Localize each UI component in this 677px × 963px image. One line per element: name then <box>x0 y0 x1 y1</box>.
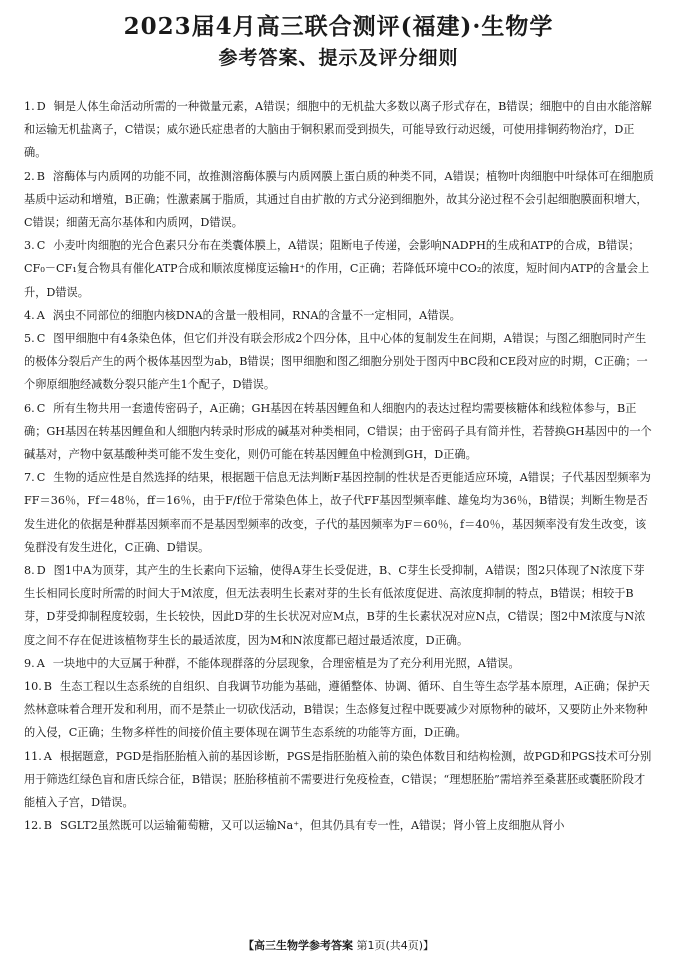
item-explanation: 生态工程以生态系统的自组织、自我调节功能为基础，遵循整体、协调、循环、自生等生态学基本原理，A正确；保护天然林意味着合理开发和利用，而不是禁止一切砍伐活动，B错误；生态修复过程中既要减少对原物种的破坏，又要防止外来物种的入侵，C正确；生物多样性的间接价值主要体现在调节生态系统的功能等方面，D正确。 <box>24 680 650 740</box>
item-explanation: 一块地中的大豆属于种群，不能体现群落的分层现象，合理密植是为了充分利用光照，A错误。 <box>52 656 520 670</box>
item-explanation: 图1中A为顶芽，其产生的生长素向下运输，使得A芽生长受促进，B、C芽生长受抑制，A错误；图2只体现了N浓度下芽生长相同长度时所需的时间大于M浓度，但无法表明生长素对芽的生长有低浓度促进、高浓度抑制的特点，B错误；相较于B芽，D芽受抑制程度较弱，生长较快，因此D芽的生长状况对应M点，B芽的生长素状况对应N点，C错误；图2中M浓度与N浓度之间不存在促进该植物芽生长的最适浓度，因为M和N浓度都已超过最适浓度，D正确。 <box>24 564 646 647</box>
item-explanation: SGLT2虽然既可以运输葡萄糖，又可以运输Na⁺，但其仍具有专一性，A错误；肾小管上皮细胞从肾小 <box>60 819 565 833</box>
answer-item-12 <box>24 814 654 837</box>
item-explanation: 根据题意，PGD是指胚胎植入前的基因诊断，PGS是指胚胎植入前的染色体数目和结构检测，故PGD和PGS技术可分别用于筛选红绿色盲和唐氏综合征，B错误；胚胎移植前不需要进行免疫检查，C错误；“理想胚胎”需培养至桑葚胚或囊胚阶段才能植入子宫，D错误。 <box>24 749 652 810</box>
item-number: 1. <box>24 100 35 113</box>
item-number: 6. <box>24 401 35 415</box>
item-explanation: 图甲细胞中有4条染色体，但它们并没有联会形成2个四分体，且中心体的复制发生在间期，A错误；与图乙细胞同时产生的极体分裂后产生的两个极体基因型为ab，B错误；图甲细胞和图乙细胞分别处于图丙中BC段和CE段对应的时期，C正确；一个卵原细胞经减数分裂只能产生1个配子，D错误。 <box>24 332 648 392</box>
item-number: 12. <box>24 819 42 833</box>
answer-item-2 <box>24 165 654 235</box>
item-answer: C <box>36 332 46 346</box>
item-explanation: 涡虫不同部位的细胞内核DNA的含量一般相同，RNA的含量不一定相同，A错误。 <box>52 308 461 322</box>
answer-item-8 <box>24 559 654 652</box>
answer-item-4 <box>24 304 654 327</box>
answer-item-6 <box>24 397 654 467</box>
footer-label: 【高三生物学参考答案 <box>242 939 353 952</box>
page-subtitle: 参考答案、提示及评分细则 <box>218 47 459 69</box>
item-number: 3. <box>24 239 35 253</box>
answer-item-1 <box>24 95 654 165</box>
answer-item-11 <box>24 745 654 815</box>
answer-item-5 <box>24 327 654 397</box>
item-answer: B <box>43 819 53 833</box>
page-title: 2023届4月高三联合测评(福建)·生物学 <box>123 13 554 40</box>
item-explanation: 小麦叶肉细胞的光合色素只分布在类囊体膜上，A错误；阻断电子传递，会影响NADPH的生成和ATP的合成，B错误；CF₀－CF₁复合物具有催化ATP合成和顺浓度梯度运输H⁺的作用，C正确；若降低环境中CO₂的浓度，短时间内ATP的含量会上升，D错误。 <box>24 239 650 299</box>
item-answer: D <box>36 100 46 113</box>
item-answer: C <box>36 471 46 485</box>
item-answer: C <box>36 401 46 415</box>
answer-item-9 <box>24 652 654 675</box>
item-number: 10. <box>24 680 42 694</box>
footer-page-number: 第1页(共4页)】 <box>356 939 435 952</box>
item-answer: D <box>36 564 46 578</box>
item-number: 9. <box>24 656 35 670</box>
page-footer <box>0 937 677 953</box>
item-answer: B <box>36 169 45 183</box>
item-number: 11. <box>24 749 42 763</box>
item-explanation: 溶酶体与内质网的功能不同，故推测溶酶体膜与内质网膜上蛋白质的种类不同，A错误；植物叶肉细胞中叶绿体可在细胞质基质中运动和增殖，B正确；性激素属于脂质，其通过自由扩散的方式分泌到细胞外，故其分泌过程不会引起细胞膜面积增大，C错误；细菌无高尔基体和内质网，D错误。 <box>24 169 654 230</box>
answer-item-10 <box>24 675 654 745</box>
item-explanation: 所有生物共用一套遗传密码子，A正确；GH基因在转基因鲤鱼和人细胞内的表达过程均需要核糖体和线粒体参与，B正确；GH基因在转基因鲤鱼和人细胞内转录时形成的碱基对种类相同，C错误；由于密码子具有简并性，若替换GH基因中的一个碱基对，产物中氨基酸种类可能不发生变化，则仍可能在转基因鲤鱼中检测到GH，D正确。 <box>24 401 652 462</box>
item-answer: A <box>43 749 52 763</box>
item-number: 4. <box>24 308 35 322</box>
item-explanation: 铜是人体生命活动所需的一种微量元素，A错误；细胞中的无机盐大多数以离子形式存在，B错误；细胞中的自由水能溶解和运输无机盐离子，C错误；威尔逊氏症患者的大脑由于铜积累而受到损失，可能导致行动迟缓，可使用排铜药物治疗，D正确。 <box>24 100 652 160</box>
item-number: 8. <box>24 564 35 578</box>
answer-item-7 <box>24 466 654 559</box>
item-answer: A <box>36 308 45 322</box>
item-number: 5. <box>24 332 35 346</box>
item-answer: B <box>43 680 53 694</box>
answer-list <box>24 95 654 838</box>
answer-item-3 <box>24 234 654 304</box>
item-number: 7. <box>24 471 35 485</box>
item-answer: A <box>36 656 45 670</box>
item-number: 2. <box>24 169 35 183</box>
item-answer: C <box>36 239 46 253</box>
item-explanation: 生物的适应性是自然选择的结果，根据题干信息无法判断F基因控制的性状是否更能适应环境，A错误；子代基因型频率为FF＝36％，Ff＝48％，ff＝16％，由于F/f位于常染色体上，故子代FF基因型频率雌、雄兔均为36％，B错误；判断生物是否发生进化的依据是种群基因频率而不是基因型频率的改变，子代的基因频率为F＝60％，f＝40％，基因频率没有发生改变，该兔群没有发生进化，C正确、D错误。 <box>24 471 651 554</box>
